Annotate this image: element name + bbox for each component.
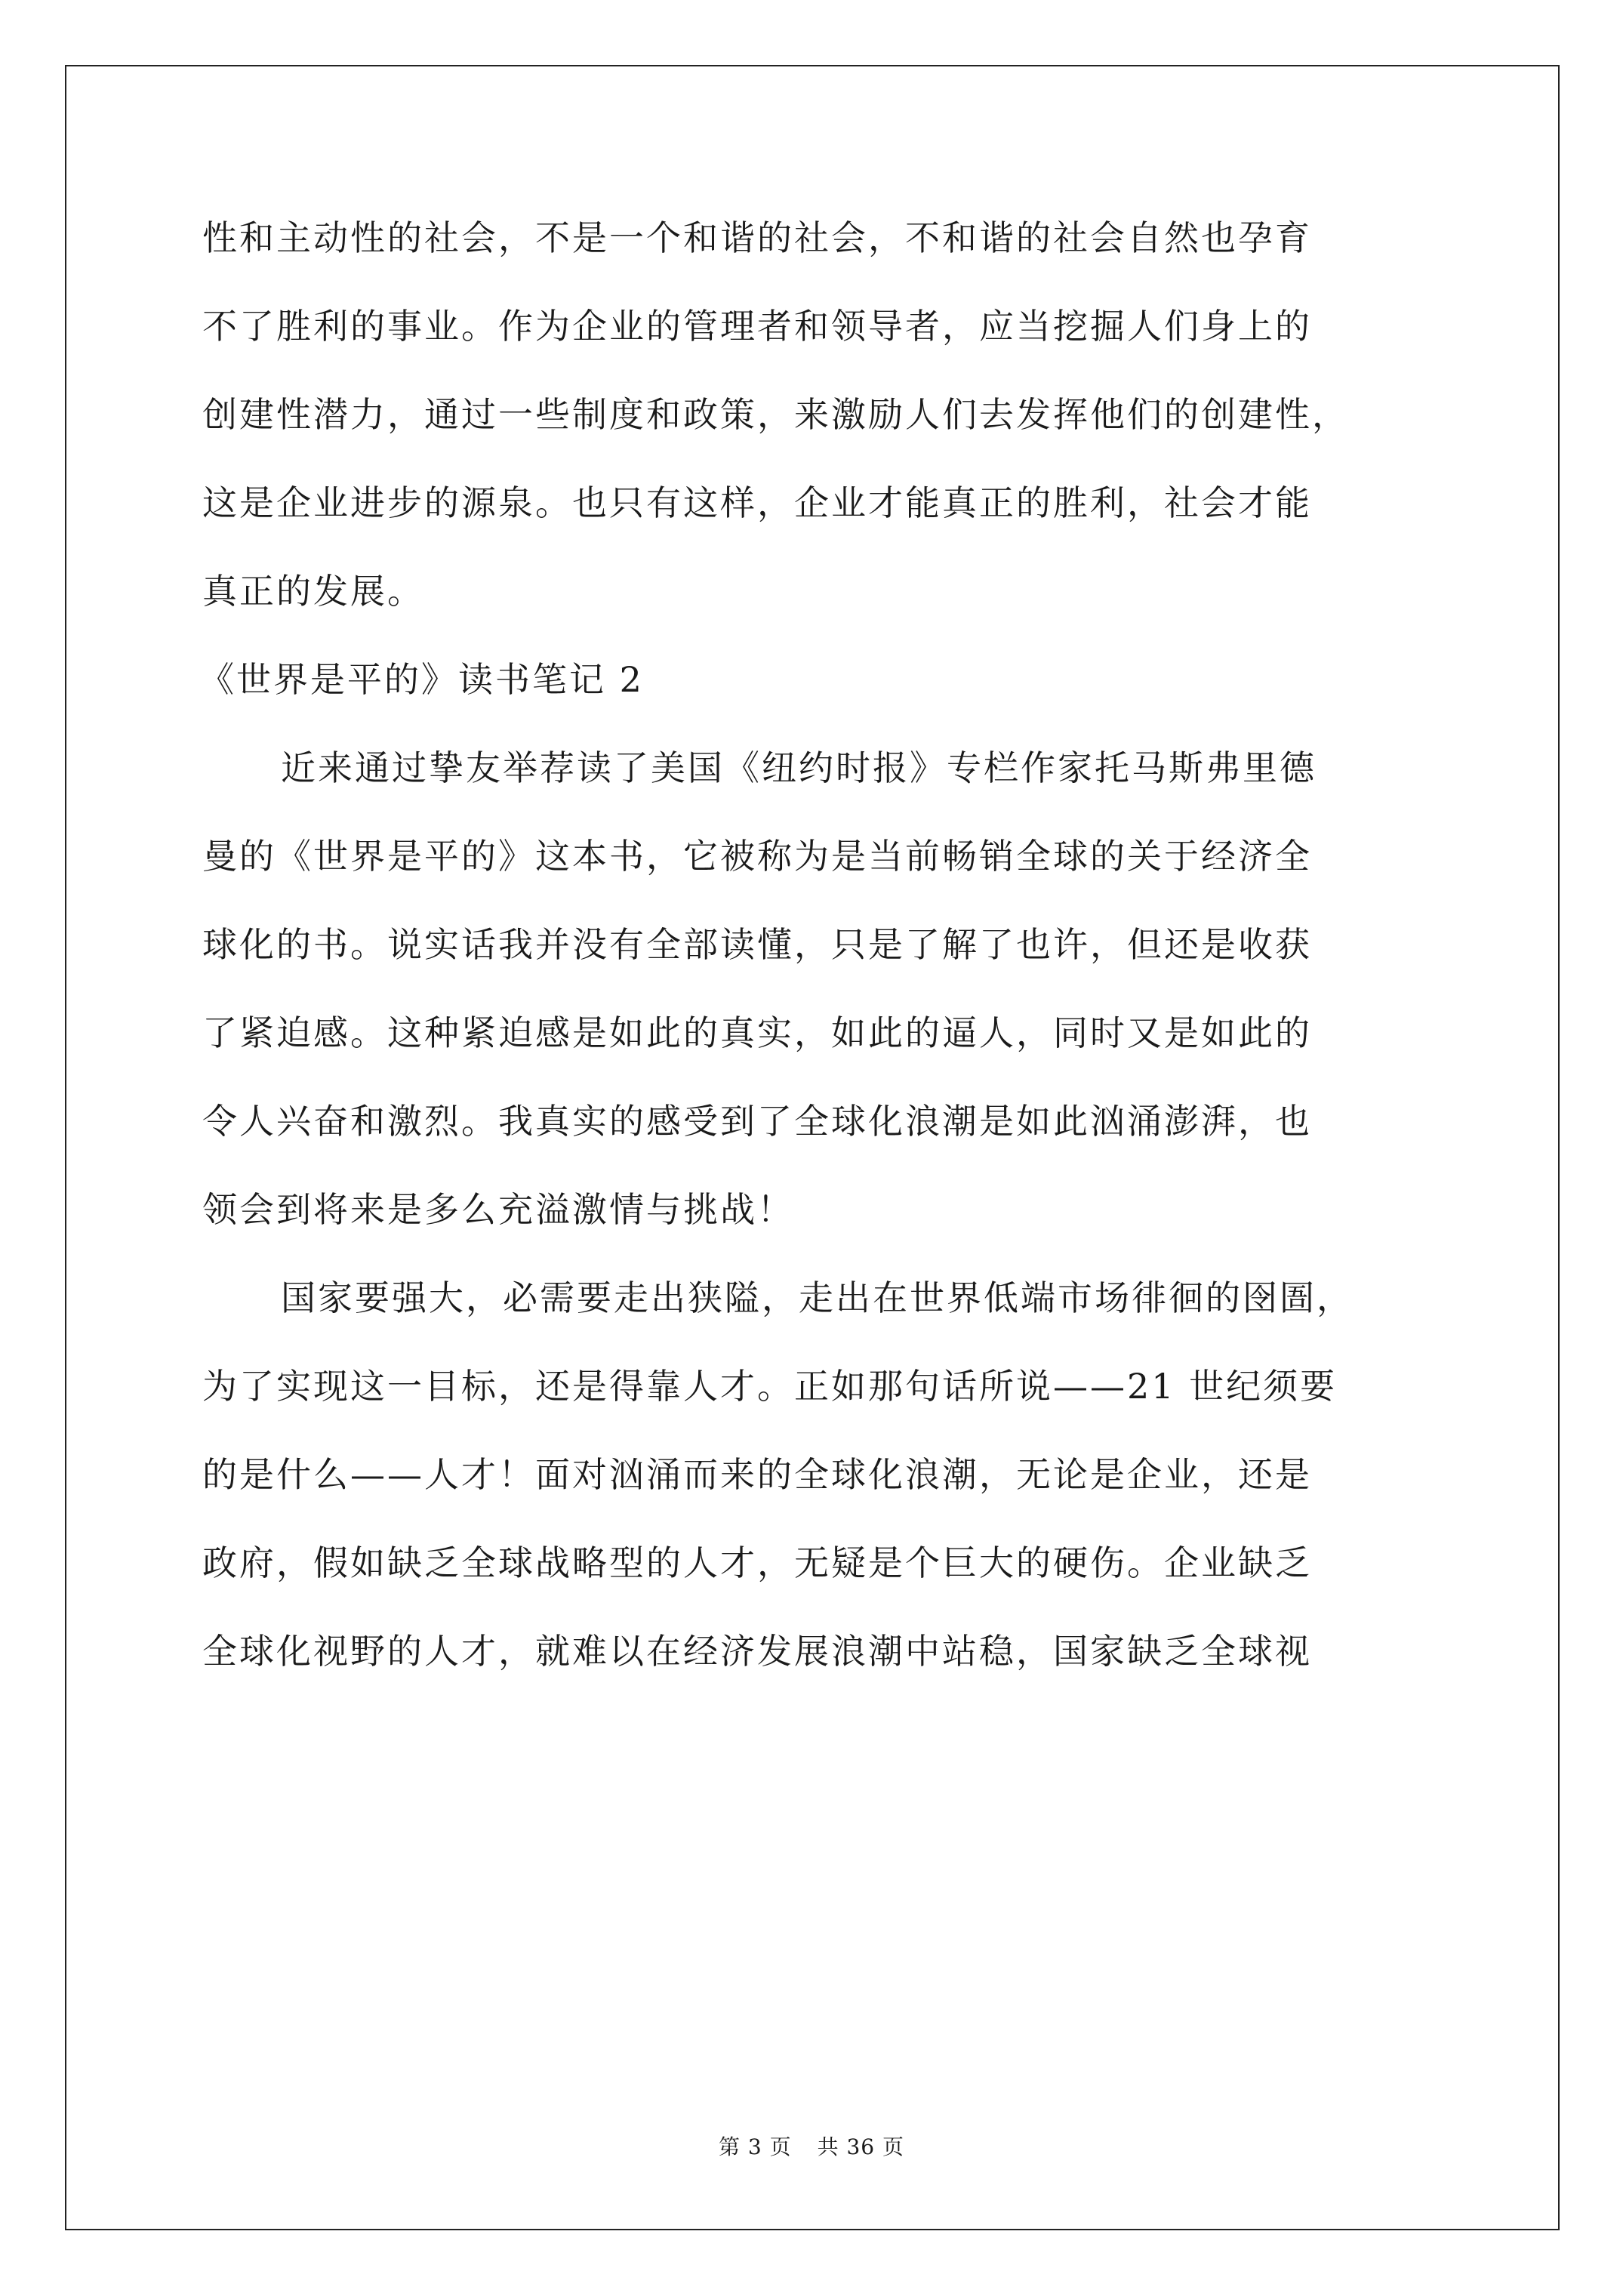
text-line: 不了胜利的事业。作为企业的管理者和领导者，应当挖掘人们身上的 [202,306,1312,347]
text-line: 这是企业进步的源泉。也只有这样，企业才能真正的胜利，社会才能 [202,482,1312,523]
text-line: 的是什么——人才！面对汹涌而来的全球化浪潮，无论是企业，还是 [202,1454,1312,1495]
text-line: 了紧迫感。这种紧迫感是如此的真实，如此的逼人，同时又是如此的 [202,1012,1312,1053]
text-line: 全球化视野的人才，就难以在经济发展浪潮中站稳，国家缺乏全球视 [202,1631,1312,1672]
document-body [199,194,1448,1696]
page-number: 第 3 页 [718,2134,792,2159]
text-line: 曼的《世界是平的》这本书，它被称为是当前畅销全球的关于经济全 [202,836,1312,877]
text-line: 真正的发展。 [202,571,424,612]
page-total: 共 36 页 [817,2134,905,2159]
text-line: 为了实现这一目标，还是得靠人才。正如那句话所说——21 世纪须要 [202,1366,1338,1407]
text-line: 领会到将来是多么充溢激情与挑战！ [202,1189,794,1230]
section-heading: 《世界是平的》读书笔记 2 [199,659,644,700]
text-line: 性和主动性的社会，不是一个和谐的社会，不和谐的社会自然也孕育 [202,217,1312,258]
text-line: 球化的书。说实话我并没有全部读懂，只是了解了也许，但还是收获 [202,924,1312,965]
paragraph-first-line: 近来通过挚友举荐读了美国《纽约时报》专栏作家托马斯弗里德 [281,747,1317,788]
paragraph-first-line: 国家要强大，必需要走出狭隘，走出在世界低端市场徘徊的囹圄， [281,1277,1354,1318]
text-line: 令人兴奋和激烈。我真实的感受到了全球化浪潮是如此汹涌澎湃，也 [202,1101,1312,1142]
text-line: 政府，假如缺乏全球战略型的人才，无疑是个巨大的硬伤。企业缺乏 [202,1542,1312,1583]
page-footer [0,2131,1623,2161]
text-line: 创建性潜力，通过一些制度和政策，来激励人们去发挥他们的创建性， [202,394,1349,435]
